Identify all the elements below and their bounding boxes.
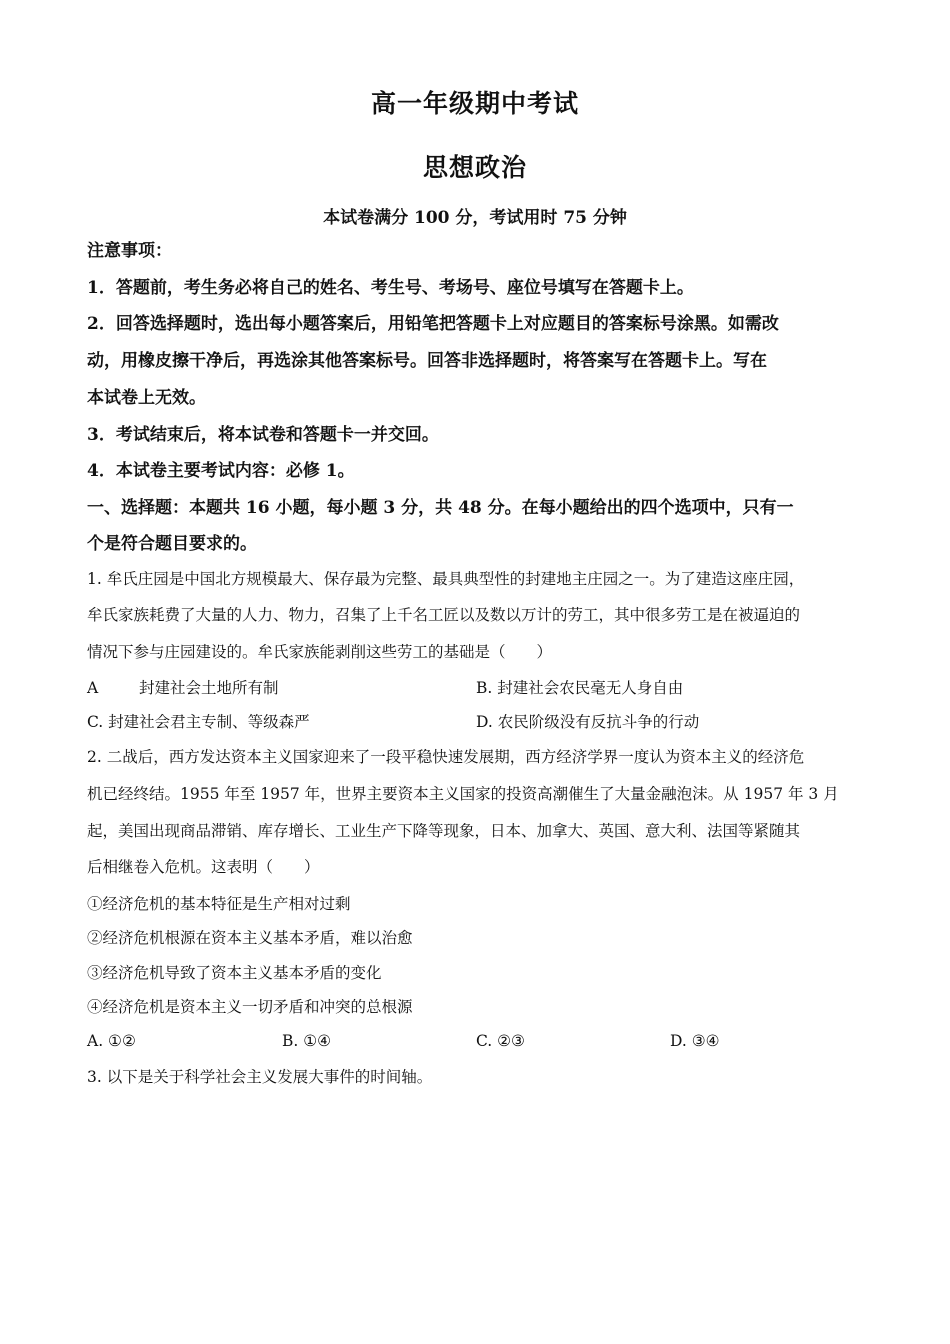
- q2-option-c: C. ②③: [476, 1032, 525, 1050]
- q2-option-a: A. ①②: [87, 1032, 136, 1050]
- q2-statement-4: ④经济危机是资本主义一切矛盾和冲突的总根源: [87, 998, 413, 1016]
- exam-subtitle: 本试卷满分 100 分，考试用时 75 分钟: [323, 208, 627, 228]
- subject-title: 思想政治: [422, 153, 527, 182]
- section-heading-line-2: 个是符合题目要求的。: [87, 534, 257, 554]
- q2-statement-1: ①经济危机的基本特征是生产相对过剩: [87, 895, 351, 913]
- q1-option-a-text: 封建社会土地所有制: [139, 679, 279, 697]
- exam-title: 高一年级期中考试: [370, 89, 579, 118]
- q3-stem-line-1: 3. 以下是关于科学社会主义发展大事件的时间轴。: [87, 1068, 433, 1086]
- q2-option-d: D. ③④: [670, 1032, 720, 1050]
- q1-option-c: C. 封建社会君主专制、等级森严: [87, 713, 310, 731]
- note-2-line-1: 2．回答选择题时，选出每小题答案后，用铅笔把答题卡上对应题目的答案标号涂黑。如需改: [87, 314, 779, 334]
- q2-statement-3: ③经济危机导致了资本主义基本矛盾的变化: [87, 964, 382, 982]
- note-1: 1．答题前，考生务必将自己的姓名、考生号、考场号、座位号填写在答题卡上。: [87, 278, 694, 298]
- q2-stem-line-3: 起，美国出现商品滞销、库存增长、工业生产下降等现象，日本、加拿大、英国、意大利、法国等紧随其: [87, 822, 801, 840]
- note-4: 4．本试卷主要考试内容：必修 1。: [87, 461, 355, 481]
- note-3: 3．考试结束后，将本试卷和答题卡一并交回。: [87, 425, 439, 445]
- q1-stem-line-2: 牟氏家族耗费了大量的人力、物力，召集了上千名工匠以及数以万计的劳工，其中很多劳工是在被逼迫的: [87, 606, 801, 624]
- note-2-line-2: 动，用橡皮擦干净后，再选涂其他答案标号。回答非选择题时，将答案写在答题卡上。写在: [87, 351, 767, 371]
- notes-heading: 注意事项：: [87, 241, 172, 261]
- q1-stem-line-1: 1. 牟氏庄园是中国北方规模最大、保存最为完整、最具典型性的封建地主庄园之一。为了建造这座庄园，: [87, 570, 805, 588]
- q1-option-a-label: A: [87, 679, 99, 697]
- q1-option-b: B. 封建社会农民毫无人身自由: [476, 679, 684, 697]
- q2-stem-line-4: 后相继卷入危机。这表明（ ）: [87, 858, 320, 876]
- q1-option-d: D. 农民阶级没有反抗斗争的行动: [476, 713, 700, 731]
- note-2-line-3: 本试卷上无效。: [87, 388, 206, 408]
- q2-option-b: B. ①④: [282, 1032, 332, 1050]
- q2-stem-line-1: 2. 二战后，西方发达资本主义国家迎来了一段平稳快速发展期，西方经济学界一度认为资本主义的经济危: [87, 748, 805, 766]
- q1-stem-line-3: 情况下参与庄园建设的。牟氏家族能剥削这些劳工的基础是（ ）: [87, 643, 553, 661]
- section-heading-line-1: 一、选择题：本题共 16 小题，每小题 3 分，共 48 分。在每小题给出的四个选项中，只有一: [87, 498, 794, 518]
- q2-stem-line-2: 机已经终结。1955 年至 1957 年，世界主要资本主义国家的投资高潮催生了大量金融泡沫。从 1957 年 3 月: [87, 785, 839, 803]
- q2-statement-2: ②经济危机根源在资本主义基本矛盾，难以治愈: [87, 929, 413, 947]
